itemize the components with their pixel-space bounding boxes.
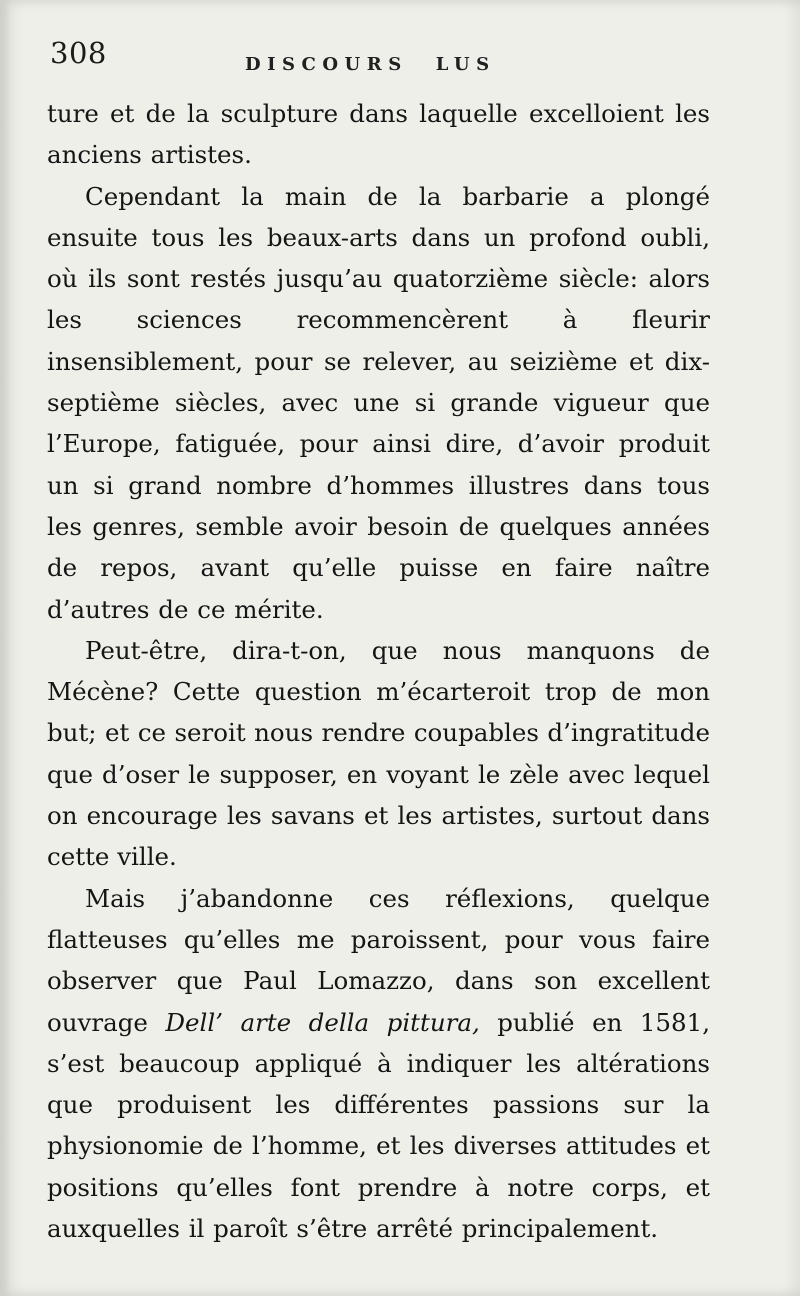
running-head-left: DISCOURS [245,54,408,75]
paragraph-lomazzo-before: Mais j’abandonne ces réflexions, quelque flatteuses qu’elles me paroissent, pour vous faire observer que Paul Lomazzo, dans son excellent ouvrage [47,883,710,1037]
body-text [47,93,710,1249]
paragraph-mecene: Peut-être, dira-t-on, que nous manquons de Mécène? Cette question m’écarteroit trop de mon but; et ce seroit nous rendre coupables d’ingratitude que d’oser le supposer, en voyant le zèle avec lequel on encourage les savans et les artistes, surtout dans cette ville. [47,635,710,872]
page-header [0,36,800,86]
paragraph-lomazzo-after: publié en 1581, s’est beaucoup appliqué à indiquer les altérations que produisent les différentes passions sur la physionomie de l’homme, et les diverses attitudes et positions qu’elles font prendre à notre corps, et auxquelles il paroît s’être arrêté principalement. [47,1007,710,1244]
book-title: Dell’ arte della pittura, [165,1007,480,1037]
paragraph-barbarie: Cependant la main de la barbarie a plongé ensuite tous les beaux-arts dans un profond oubli, où ils sont restés jusqu’au quatorzième siècle: alors les sciences recommencèrent à fleurir insensiblement, pour se relever, au seizième et dix-septième siècles, avec une si grande vigueur que l’Europe, fatiguée, pour ainsi dire, d’avoir produit un si grand nombre d’hommes illustres dans tous les genres, semble avoir besoin de quelques années de repos, avant qu’elle puisse en faire naître d’autres de ce mérite. [47,181,710,624]
paragraph-continuation: ture et de la sculpture dans laquelle excelloient les anciens artistes. [47,99,710,170]
page-number: 308 [50,36,107,70]
paragraph-lomazzo [47,878,710,1250]
page-gutter-shadow [0,0,10,1296]
running-head-right: LUS [435,54,496,75]
running-head [245,54,496,75]
